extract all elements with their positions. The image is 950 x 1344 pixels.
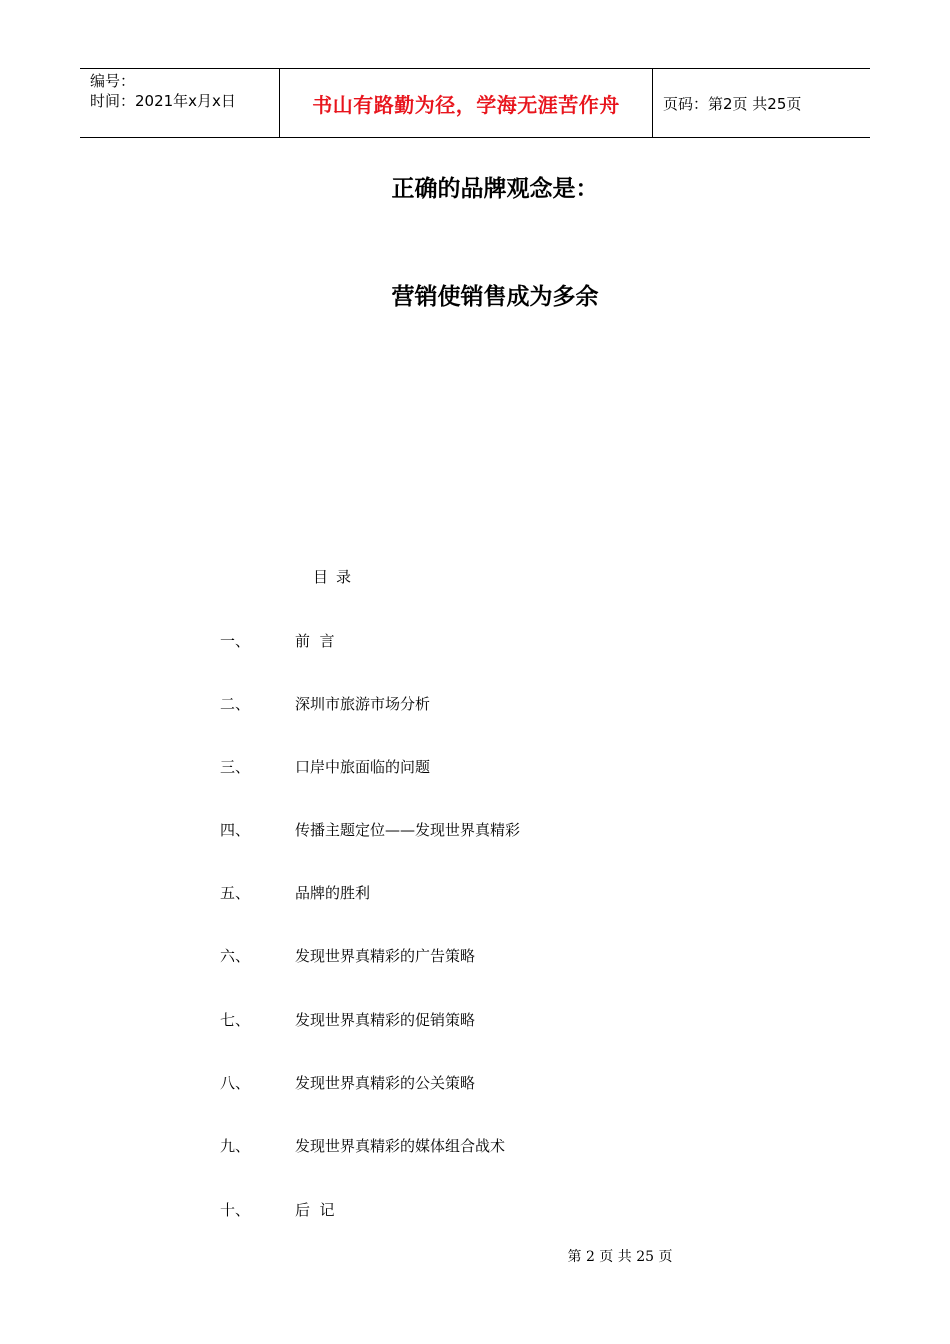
time-label: 时间：2021年x月x日 <box>90 92 236 110</box>
toc-item-number: 三、 <box>220 758 251 776</box>
header-meta-cell <box>80 69 280 137</box>
toc-item-number: 六、 <box>220 947 251 965</box>
toc-item-number: 二、 <box>220 695 251 713</box>
toc-item-number: 五、 <box>220 884 251 902</box>
toc-item-text: 深圳市旅游市场分析 <box>295 695 431 713</box>
page-header <box>80 68 870 138</box>
title-line-2: 营销使销售成为多余 <box>391 284 599 310</box>
header-page-info: 页码：第2页 共25页 <box>663 94 802 113</box>
toc-item <box>220 693 430 714</box>
toc-item-number: 七、 <box>220 1011 251 1029</box>
toc-heading: 目录 <box>313 568 360 586</box>
toc-item <box>220 945 475 966</box>
toc-item-text: 品牌的胜利 <box>295 884 371 902</box>
motto: 书山有路勤为径，学海无涯苦作舟 <box>280 69 653 137</box>
toc-item-text: 发现世界真精彩的促销策略 <box>295 1011 476 1029</box>
toc-item <box>220 1072 475 1093</box>
toc-item-text: 后 记 <box>295 1201 335 1219</box>
toc-item-text: 发现世界真精彩的媒体组合战术 <box>295 1137 506 1155</box>
toc-item-text: 口岸中旅面临的问题 <box>295 758 431 776</box>
toc-item-number: 四、 <box>220 821 251 839</box>
toc-item <box>220 819 520 840</box>
toc-item-number: 九、 <box>220 1137 251 1155</box>
toc-item-number: 八、 <box>220 1074 251 1092</box>
toc-item <box>220 1009 475 1030</box>
toc-item <box>220 1135 505 1156</box>
toc-item <box>220 882 370 903</box>
toc-item-text: 发现世界真精彩的广告策略 <box>295 947 476 965</box>
number-label: 编号： <box>90 72 136 90</box>
toc-item <box>220 630 335 651</box>
toc-item-text: 传播主题定位——发现世界真精彩 <box>295 821 521 839</box>
title-line-1: 正确的品牌观念是： <box>391 176 599 202</box>
toc-item-number: 十、 <box>220 1201 251 1219</box>
toc-item-text: 前 言 <box>295 632 335 650</box>
toc-item-text: 发现世界真精彩的公关策略 <box>295 1074 476 1092</box>
page-footer: 第 2 页 共 25 页 <box>567 1249 673 1265</box>
toc-item <box>220 1199 335 1220</box>
toc-item <box>220 756 430 777</box>
toc-item-number: 一、 <box>220 632 251 650</box>
